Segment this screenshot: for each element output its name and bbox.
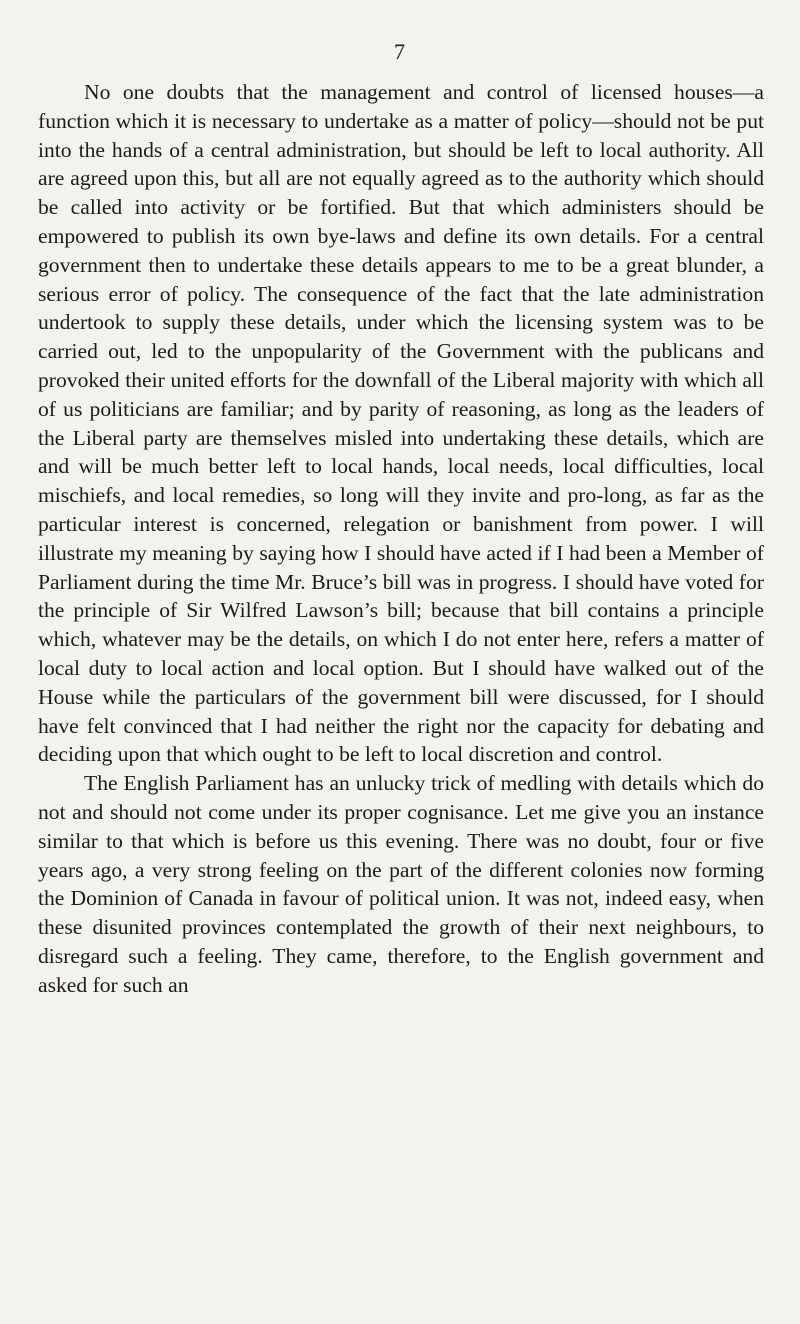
- paragraph-2: The English Parliament has an unlucky trick of medling with details which do not and should not come under its proper cognisance. Let me give you an instance similar to that which is before us this evening. There was no doubt, four or five years ago, a very strong feeling on the part of the different colonies now forming the Dominion of Canada in favour of political union. It was not, indeed easy, when these disunited provinces contemplated the growth of their next neighbours, to disregard such a feeling. They came, therefore, to the English government and asked for such an: [38, 771, 764, 997]
- paragraph-1: No one doubts that the management and control of licensed houses—a function which it is necessary to undertake as a matter of policy—should not be put into the hands of a central administration, but should be left to local authority. All are agreed upon this, but all are not equally agreed as to the authority which should be called into activity or be fortified. But that which administers should be empowered to publish its own bye-laws and define its own details. For a central government then to undertake these details appears to me to be a great blunder, a serious error of policy. The consequence of the fact that the late administration undertook to supply these details, under which the licensing system was to be carried out, led to the unpopularity of the Government with the publicans and provoked their united efforts for the downfall of the Liberal majority with which all of us politicians are familiar; and by parity of reasoning, as long as the leaders of the Liberal party are themselves misled into undertaking these details, which are and will be much better left to local hands, local needs, local difficulties, local mischiefs, and local remedies, so long will they invite and pro-long, as far as the particular interest is concerned, relegation or banishment from power. I will illustrate my meaning by saying how I should have acted if I had been a Member of Parliament during the time Mr. Bruce’s bill was in progress. I should have voted for the principle of Sir Wilfred Lawson’s bill; because that bill contains a principle which, whatever may be the details, on which I do not enter here, refers a matter of local duty to local action and local option. But I should have walked out of the House while the particulars of the government bill were discussed, for I should have felt convinced that I had neither the right nor the capacity for debating and deciding upon that which ought to be left to local discretion and control.: [38, 80, 764, 767]
- body-text: [38, 78, 764, 1000]
- page-number: 7: [394, 39, 406, 64]
